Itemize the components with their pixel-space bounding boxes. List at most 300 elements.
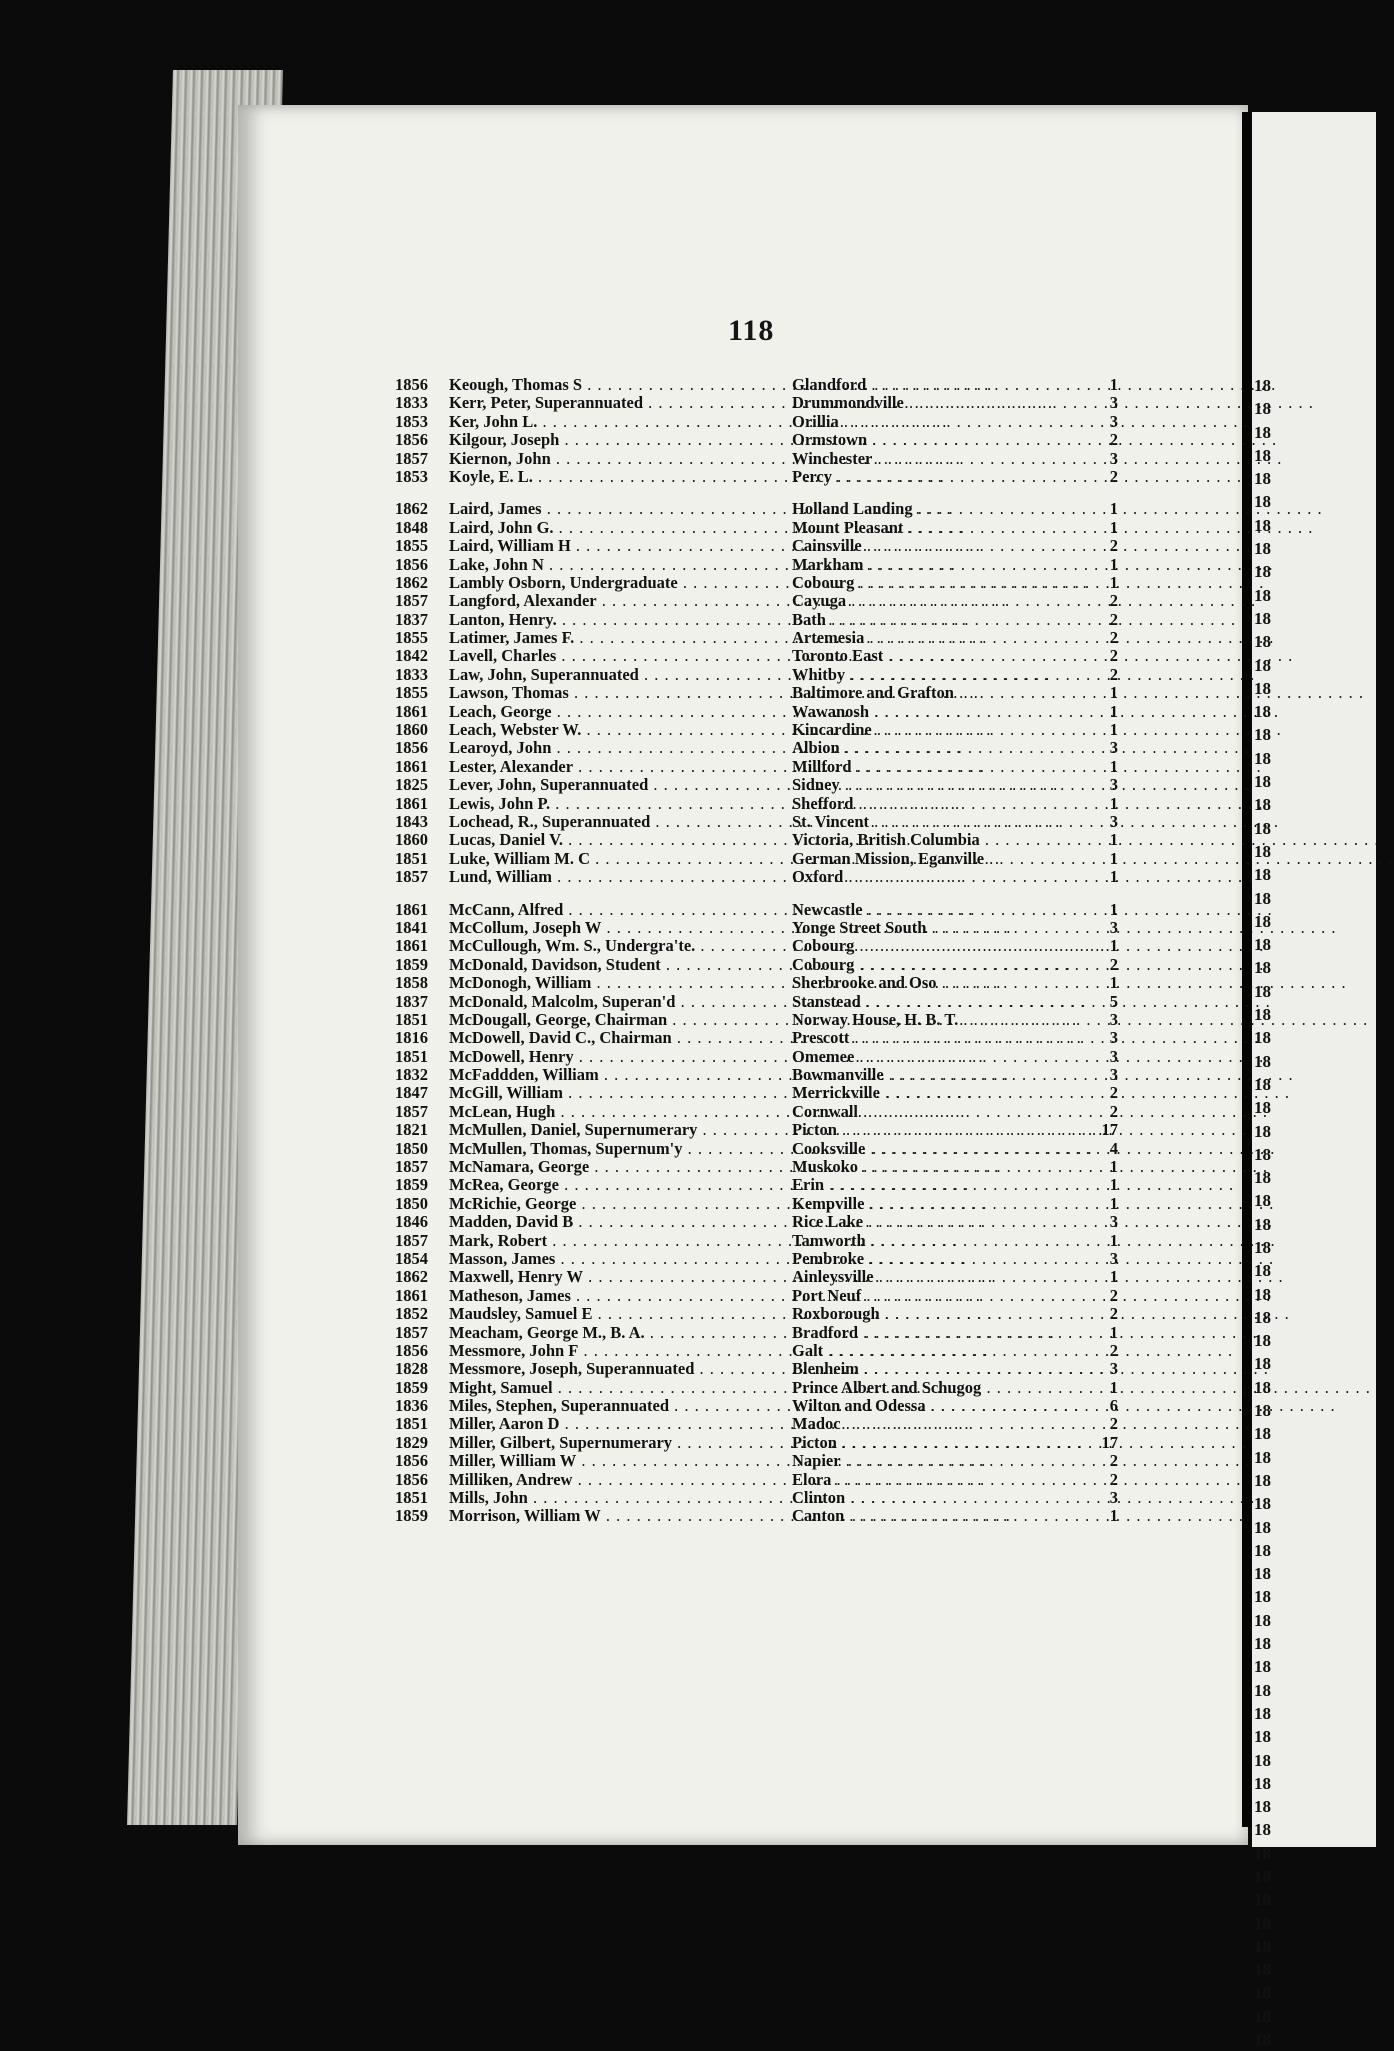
entry-name: Latimer, James F. . . . xyxy=(449,629,792,647)
entry-name: McDougall, George, Chairman . . . xyxy=(449,1011,792,1029)
adjacent-year-fragment: 18 xyxy=(1254,515,1271,535)
entry-year: 1848 xyxy=(395,517,428,537)
entry-station: Wawanosh . . . xyxy=(792,703,1098,721)
entry-year: 1853 xyxy=(395,411,428,431)
adjacent-year-fragment: 18 xyxy=(1254,1354,1271,1374)
entry-years-count: 1 xyxy=(1109,1506,1118,1526)
entry-name: Lochead, R., Superannuated . . . xyxy=(449,813,792,831)
entry-station: Cooksville . . . xyxy=(792,1140,1098,1158)
directory-entry xyxy=(395,1451,1118,1471)
entry-station: Wilton and Odessa . . . xyxy=(792,1397,1098,1415)
entry-name: Maudsley, Samuel E . . . xyxy=(449,1305,792,1323)
entry-years-count: 3 xyxy=(1109,1248,1118,1268)
entry-year: 1837 xyxy=(395,609,428,629)
directory-entry xyxy=(395,1322,1118,1342)
directory-entry xyxy=(395,1304,1118,1324)
directory-entry xyxy=(395,1285,1118,1305)
directory-entry xyxy=(395,628,1118,648)
entry-years-count: 3 xyxy=(1109,1046,1118,1066)
entry-station: Glandford . . . xyxy=(792,376,1098,394)
entry-year: 1842 xyxy=(395,646,428,666)
entry-name: Mark, Robert . . . xyxy=(449,1232,792,1250)
directory-entry xyxy=(395,375,1118,394)
entry-year: 1833 xyxy=(395,393,428,413)
adjacent-year-fragment: 18 xyxy=(1254,1820,1271,1840)
adjacent-year-fragment: 18 xyxy=(1254,1634,1271,1654)
entry-name: McCann, Alfred . . . xyxy=(449,901,792,919)
entry-years-count: 3 xyxy=(1109,393,1118,413)
directory-entry xyxy=(395,936,1118,956)
entry-name: Law, John, Superannuated . . . xyxy=(449,666,792,684)
entry-years-count: 3 xyxy=(1109,1009,1118,1029)
adjacent-year-fragment: 18 xyxy=(1254,818,1271,838)
entry-name: Lambly Osborn, Undergraduate . . . xyxy=(449,574,792,592)
entry-station: Cainsville . . . xyxy=(792,537,1098,555)
adjacent-year-fragment: 18 xyxy=(1254,1028,1271,1048)
directory-entry xyxy=(395,1028,1118,1048)
entry-years-count: 1 xyxy=(1109,848,1118,868)
entry-year: 1857 xyxy=(395,591,428,611)
section-gap xyxy=(395,887,1115,901)
adjacent-year-fragment: 18 xyxy=(1254,1610,1271,1630)
entry-year: 1851 xyxy=(395,1046,428,1066)
adjacent-year-fragment: 18 xyxy=(1254,1331,1271,1351)
entry-years-count: 3 xyxy=(1109,775,1118,795)
entry-year: 1856 xyxy=(395,1469,428,1489)
entry-year: 1825 xyxy=(395,775,428,795)
entry-years-count: 2 xyxy=(1109,664,1118,684)
adjacent-year-fragment: 18 xyxy=(1254,958,1271,978)
entry-years-count: 17 xyxy=(1101,1120,1118,1140)
entry-year: 1856 xyxy=(395,1451,428,1471)
adjacent-year-fragment: 18 xyxy=(1254,888,1271,908)
adjacent-year-fragment: 18 xyxy=(1254,1144,1271,1164)
entry-years-count: 1 xyxy=(1109,899,1118,919)
entry-year: 1861 xyxy=(395,793,428,813)
entry-name: Matheson, James . . . xyxy=(449,1287,792,1305)
entry-station: Whitby . . . xyxy=(792,666,1098,684)
entry-years-count: 1 xyxy=(1109,375,1118,394)
entry-station: Bowmanville . . . xyxy=(792,1066,1098,1084)
entry-station: Kincardine . . . xyxy=(792,721,1098,739)
entry-name: McRea, George . . . xyxy=(449,1176,792,1194)
entry-name: McFaddden, William . . . xyxy=(449,1066,792,1084)
entry-years-count: 1 xyxy=(1109,973,1118,993)
adjacent-year-fragment: 18 xyxy=(1254,1377,1271,1397)
directory-entry xyxy=(395,448,1118,468)
adjacent-year-fragment: 18 xyxy=(1254,1121,1271,1141)
entry-station: Kempville . . . xyxy=(792,1195,1098,1213)
adjacent-year-fragment: 18 xyxy=(1254,1890,1271,1910)
directory-entry xyxy=(395,917,1118,937)
entry-years-count: 1 xyxy=(1109,830,1118,850)
entry-years-count: 2 xyxy=(1109,1101,1118,1121)
entry-station: Omemee . . . xyxy=(792,1048,1098,1066)
directory-entry xyxy=(395,1506,1118,1526)
entry-name: Learoyd, John . . . xyxy=(449,739,792,757)
entry-station: Cobourg . . . xyxy=(792,956,1098,974)
entry-name: Laird, William H . . . xyxy=(449,537,792,555)
entry-year: 1857 xyxy=(395,1322,428,1342)
adjacent-year-fragment: 18 xyxy=(1254,1657,1271,1677)
entry-station: Ainleysville . . . xyxy=(792,1268,1098,1286)
entry-name: Lawson, Thomas . . . xyxy=(449,684,792,702)
entry-name: Miller, William W . . . xyxy=(449,1452,792,1470)
entry-station: Pembroke . . . xyxy=(792,1250,1098,1268)
entry-station: Percy . . . xyxy=(792,468,1098,486)
entry-years-count: 3 xyxy=(1109,738,1118,758)
adjacent-year-fragment: 18 xyxy=(1254,1447,1271,1467)
entry-years-count: 1 xyxy=(1109,756,1118,776)
entry-year: 1843 xyxy=(395,811,428,831)
entry-years-count: 3 xyxy=(1109,1359,1118,1379)
entry-year: 1841 xyxy=(395,917,428,937)
entry-years-count: 1 xyxy=(1109,1193,1118,1213)
entry-station: Bradford . . . xyxy=(792,1324,1098,1342)
directory-entry xyxy=(395,646,1118,666)
adjacent-year-fragment: 18 xyxy=(1254,1307,1271,1327)
entry-year: 1857 xyxy=(395,1157,428,1177)
adjacent-year-fragment: 18 xyxy=(1254,608,1271,628)
directory-entry xyxy=(395,1101,1118,1121)
directory-entry xyxy=(395,973,1118,993)
entry-station: Newcastle . . . xyxy=(792,901,1098,919)
adjacent-year-fragment: 18 xyxy=(1254,655,1271,675)
directory-entry xyxy=(395,554,1118,574)
entry-year: 1836 xyxy=(395,1396,428,1416)
adjacent-year-fragment: 18 xyxy=(1254,1237,1271,1257)
entry-year: 1856 xyxy=(395,375,428,394)
entry-name: Messmore, Joseph, Superannuated . . . xyxy=(449,1360,792,1378)
entry-year: 1862 xyxy=(395,1267,428,1287)
entry-year: 1853 xyxy=(395,466,428,486)
entry-year: 1860 xyxy=(395,720,428,740)
entry-year: 1837 xyxy=(395,991,428,1011)
entry-year: 1846 xyxy=(395,1212,428,1232)
entry-name: McLean, Hugh . . . xyxy=(449,1103,792,1121)
entry-years-count: 1 xyxy=(1109,1267,1118,1287)
adjacent-year-fragment: 18 xyxy=(1254,911,1271,931)
entry-name: Leach, Webster W. . . . xyxy=(449,721,792,739)
entry-year: 1856 xyxy=(395,430,428,450)
entry-year: 1829 xyxy=(395,1432,428,1452)
entry-years-count: 2 xyxy=(1109,466,1118,486)
entry-name: Lucas, Daniel V. . . . xyxy=(449,831,792,849)
entry-years-count: 2 xyxy=(1109,536,1118,556)
adjacent-year-fragment: 18 xyxy=(1254,1214,1271,1234)
directory-entry xyxy=(395,775,1118,795)
directory-entry xyxy=(395,991,1118,1011)
entry-year: 1855 xyxy=(395,536,428,556)
entry-name: Lewis, John P. . . . xyxy=(449,795,792,813)
directory-entry xyxy=(395,793,1118,813)
entry-station: Port Neuf . . . xyxy=(792,1287,1098,1305)
entry-station: Madoc . . . xyxy=(792,1415,1098,1433)
entry-years-count: 2 xyxy=(1109,628,1118,648)
entry-name: Madden, David B . . . xyxy=(449,1213,792,1231)
adjacent-year-fragment: 18 xyxy=(1254,1727,1271,1747)
directory-entry xyxy=(395,1120,1118,1140)
entry-station: Canton . . . xyxy=(792,1507,1098,1525)
entry-name: Lund, William . . . xyxy=(449,868,792,886)
entry-years-count: 3 xyxy=(1109,411,1118,431)
entry-year: 1861 xyxy=(395,756,428,776)
entry-year: 1847 xyxy=(395,1083,428,1103)
entry-years-count: 1 xyxy=(1109,793,1118,813)
adjacent-year-fragment: 18 xyxy=(1254,1074,1271,1094)
entry-year: 1821 xyxy=(395,1120,428,1140)
entry-station: Shefford . . . xyxy=(792,795,1098,813)
directory-entry xyxy=(395,1359,1118,1379)
entry-years-count: 2 xyxy=(1109,609,1118,629)
directory-entry xyxy=(395,830,1118,850)
entry-year: 1861 xyxy=(395,899,428,919)
entry-name: Kilgour, Joseph . . . xyxy=(449,431,792,449)
entry-station: Artemesia . . . xyxy=(792,629,1098,647)
adjacent-year-fragment: 18 xyxy=(1254,376,1271,395)
entry-station: Mount Pleasant . . . xyxy=(792,519,1098,537)
adjacent-year-fragment: 18 xyxy=(1254,1750,1271,1770)
entry-years-count: 3 xyxy=(1109,811,1118,831)
entry-name: Kerr, Peter, Superannuated . . . xyxy=(449,394,792,412)
entry-station: Prescott . . . xyxy=(792,1029,1098,1047)
directory-entry xyxy=(395,756,1118,776)
entry-name: Laird, John G. . . . xyxy=(449,519,792,537)
adjacent-year-fragment: 18 xyxy=(1254,2006,1271,2026)
entry-years-count: 1 xyxy=(1109,867,1118,887)
entry-name: Kiernon, John . . . xyxy=(449,450,792,468)
entry-name: Lavell, Charles . . . xyxy=(449,647,792,665)
entry-station: Orillia . . . xyxy=(792,413,1098,431)
entry-year: 1856 xyxy=(395,738,428,758)
entry-name: Maxwell, Henry W . . . xyxy=(449,1268,792,1286)
directory-entry xyxy=(395,1138,1118,1158)
adjacent-year-fragment: 18 xyxy=(1254,725,1271,745)
directory-entry xyxy=(395,430,1118,450)
entry-name: McDowell, David C., Chairman . . . xyxy=(449,1029,792,1047)
entry-years-count: 2 xyxy=(1109,646,1118,666)
adjacent-year-fragment: 18 xyxy=(1254,562,1271,582)
entry-station: Holland Landing . . . xyxy=(792,500,1098,518)
entry-station: Prince Albert and Schugog . . . xyxy=(792,1379,1098,1397)
entry-name: Masson, James . . . xyxy=(449,1250,792,1268)
adjacent-year-fragment: 18 xyxy=(1254,1494,1271,1514)
entry-name: Morrison, William W . . . xyxy=(449,1507,792,1525)
entry-name: McCullough, Wm. S., Undergra'te. . . . xyxy=(449,937,792,955)
directory-entry xyxy=(395,1469,1118,1489)
entry-name: Messmore, John F . . . xyxy=(449,1342,792,1360)
directory-entry xyxy=(395,1046,1118,1066)
entry-station: Norway House, H. B. T. . . . xyxy=(792,1011,1098,1029)
entry-years-count: 2 xyxy=(1109,1414,1118,1434)
entry-name: Lanton, Henry. . . . xyxy=(449,611,792,629)
entry-year: 1857 xyxy=(395,448,428,468)
entry-name: Keough, Thomas S . . . xyxy=(449,376,792,394)
adjacent-year-fragment: 18 xyxy=(1254,1051,1271,1071)
adjacent-year-fragment: 18 xyxy=(1254,585,1271,605)
entry-name: Mills, John . . . xyxy=(449,1489,792,1507)
adjacent-year-fragment: 18 xyxy=(1254,1261,1271,1281)
directory-entry xyxy=(395,848,1118,868)
entry-years-count: 2 xyxy=(1109,591,1118,611)
entry-year: 1859 xyxy=(395,1377,428,1397)
adjacent-year-fragment: 18 xyxy=(1254,469,1271,489)
entry-year: 1855 xyxy=(395,628,428,648)
entry-station: Cornwall . . . xyxy=(792,1103,1098,1121)
entry-name: Laird, James . . . xyxy=(449,500,792,518)
directory-entry xyxy=(395,738,1118,758)
entry-years-count: 2 xyxy=(1109,954,1118,974)
entry-years-count: 3 xyxy=(1109,448,1118,468)
adjacent-year-fragment: 18 xyxy=(1254,1983,1271,2003)
entry-years-count: 3 xyxy=(1109,917,1118,937)
adjacent-year-fragment: 18 xyxy=(1254,1168,1271,1188)
adjacent-year-fragment: 18 xyxy=(1254,1401,1271,1421)
entry-station: Cayuga . . . xyxy=(792,592,1098,610)
entry-name: Milliken, Andrew . . . xyxy=(449,1471,792,1489)
entry-station: Victoria, British Columbia . . . xyxy=(792,831,1098,849)
entry-years-count: 2 xyxy=(1109,430,1118,450)
entry-station: Rice Lake . . . xyxy=(792,1213,1098,1231)
directory-entry xyxy=(395,411,1118,431)
directory-entry xyxy=(395,466,1118,486)
entry-station: Oxford . . . xyxy=(792,868,1098,886)
adjacent-year-fragment: 18 xyxy=(1254,2030,1271,2050)
directory-entry xyxy=(395,1157,1118,1177)
entry-year: 1850 xyxy=(395,1138,428,1158)
entry-year: 1861 xyxy=(395,936,428,956)
directory-entry xyxy=(395,1377,1118,1397)
entry-name: Miller, Aaron D . . . xyxy=(449,1415,792,1433)
entry-years-count: 2 xyxy=(1109,1451,1118,1471)
entry-year: 1851 xyxy=(395,1414,428,1434)
entry-year: 1852 xyxy=(395,1304,428,1324)
entry-station: Picton . . . xyxy=(792,1121,1098,1139)
directory-entry xyxy=(395,609,1118,629)
entry-station: Millford . . . xyxy=(792,758,1098,776)
entry-name: McDonald, Davidson, Student . . . xyxy=(449,956,792,974)
page-number: 118 xyxy=(728,314,775,347)
adjacent-year-fragment: 18 xyxy=(1254,1587,1271,1607)
entry-name: McMullen, Daniel, Supernumerary . . . xyxy=(449,1121,792,1139)
directory-list xyxy=(395,375,1118,1526)
entry-years-count: 1 xyxy=(1109,1322,1118,1342)
entry-years-count: 6 xyxy=(1109,1396,1118,1416)
adjacent-year-fragment: 18 xyxy=(1254,1773,1271,1793)
directory-entry xyxy=(395,1340,1118,1360)
entry-station: Sidney . . . xyxy=(792,776,1098,794)
entry-station: Blenheim . . . xyxy=(792,1360,1098,1378)
directory-entry xyxy=(395,1175,1118,1195)
entry-years-count: 3 xyxy=(1109,1065,1118,1085)
entry-year: 1856 xyxy=(395,554,428,574)
entry-station: Stanstead . . . xyxy=(792,993,1098,1011)
entry-year: 1855 xyxy=(395,683,428,703)
entry-years-count: 1 xyxy=(1109,517,1118,537)
entry-years-count: 1 xyxy=(1109,1175,1118,1195)
directory-entry xyxy=(395,1414,1118,1434)
entry-years-count: 4 xyxy=(1109,1138,1118,1158)
directory-entry xyxy=(395,1396,1118,1416)
entry-name: Langford, Alexander . . . xyxy=(449,592,792,610)
entry-name: McRichie, George . . . xyxy=(449,1195,792,1213)
entry-station: Baltimore and Grafton . . . xyxy=(792,684,1098,702)
entry-name: Miles, Stephen, Superannuated . . . xyxy=(449,1397,792,1415)
entry-year: 1857 xyxy=(395,867,428,887)
adjacent-year-fragment: 18 xyxy=(1254,1680,1271,1700)
directory-entry xyxy=(395,683,1118,703)
entry-name: McDonald, Malcolm, Superan'd . . . xyxy=(449,993,792,1011)
entry-name: McCollum, Joseph W . . . xyxy=(449,919,792,937)
adjacent-year-fragment: 18 xyxy=(1254,1517,1271,1537)
directory-entry xyxy=(395,499,1118,519)
entry-year: 1860 xyxy=(395,830,428,850)
directory-entry xyxy=(395,1230,1118,1250)
adjacent-year-fragment: 18 xyxy=(1254,1424,1271,1444)
adjacent-year-fragment: 18 xyxy=(1254,1960,1271,1980)
entry-station: Clinton . . . xyxy=(792,1489,1098,1507)
entry-years-count: 1 xyxy=(1109,1377,1118,1397)
entry-year: 1862 xyxy=(395,572,428,592)
entry-years-count: 1 xyxy=(1109,1230,1118,1250)
entry-year: 1851 xyxy=(395,1009,428,1029)
entry-station: Galt . . . xyxy=(792,1342,1098,1360)
entry-station: Sherbrooke and Oso . . . xyxy=(792,974,1098,992)
entry-station: Elora . . . xyxy=(792,1471,1098,1489)
adjacent-year-fragment: 18 xyxy=(1254,1540,1271,1560)
entry-station: Ormstown . . . xyxy=(792,431,1098,449)
entry-station: German Mission, Eganville . . . xyxy=(792,850,1098,868)
directory-entry xyxy=(395,517,1118,537)
entry-years-count: 3 xyxy=(1109,1028,1118,1048)
entry-years-count: 1 xyxy=(1109,701,1118,721)
entry-years-count: 1 xyxy=(1109,572,1118,592)
adjacent-year-fragment: 18 xyxy=(1254,1797,1271,1817)
entry-station: St. Vincent . . . xyxy=(792,813,1098,831)
entry-name: Might, Samuel . . . xyxy=(449,1379,792,1397)
entry-years-count: 2 xyxy=(1109,1285,1118,1305)
entry-year: 1857 xyxy=(395,1230,428,1250)
adjacent-year-fragment: 18 xyxy=(1254,1284,1271,1304)
entry-station: Roxborough . . . xyxy=(792,1305,1098,1323)
directory-entry xyxy=(395,572,1118,592)
directory-entry xyxy=(395,899,1118,919)
entry-year: 1856 xyxy=(395,1340,428,1360)
adjacent-year-fragment: 18 xyxy=(1254,1867,1271,1886)
entry-year: 1816 xyxy=(395,1028,428,1048)
directory-entry xyxy=(395,954,1118,974)
adjacent-year-fragment: 18 xyxy=(1254,1564,1271,1584)
entry-years-count: 2 xyxy=(1109,1083,1118,1103)
entry-station: Markham . . . xyxy=(792,556,1098,574)
entry-station: Bath . . . xyxy=(792,611,1098,629)
entry-name: McDowell, Henry . . . xyxy=(449,1048,792,1066)
entry-name: McMullen, Thomas, Supernum'y . . . xyxy=(449,1140,792,1158)
entry-station: Winchester . . . xyxy=(792,450,1098,468)
entry-year: 1859 xyxy=(395,1506,428,1526)
entry-station: Merrickville . . . xyxy=(792,1084,1098,1102)
adjacent-year-fragment: 18 xyxy=(1254,772,1271,792)
adjacent-year-fragment: 18 xyxy=(1254,399,1271,419)
entry-year: 1828 xyxy=(395,1359,428,1379)
directory-entry xyxy=(395,1212,1118,1232)
adjacent-year-fragment: 18 xyxy=(1254,1703,1271,1723)
entry-name: Koyle, E. L. . . . xyxy=(449,468,792,486)
entry-station: Cobourg . . . xyxy=(792,937,1098,955)
entry-year: 1861 xyxy=(395,1285,428,1305)
entry-station: Erin . . . xyxy=(792,1176,1098,1194)
entry-name: Leach, George . . . xyxy=(449,703,792,721)
